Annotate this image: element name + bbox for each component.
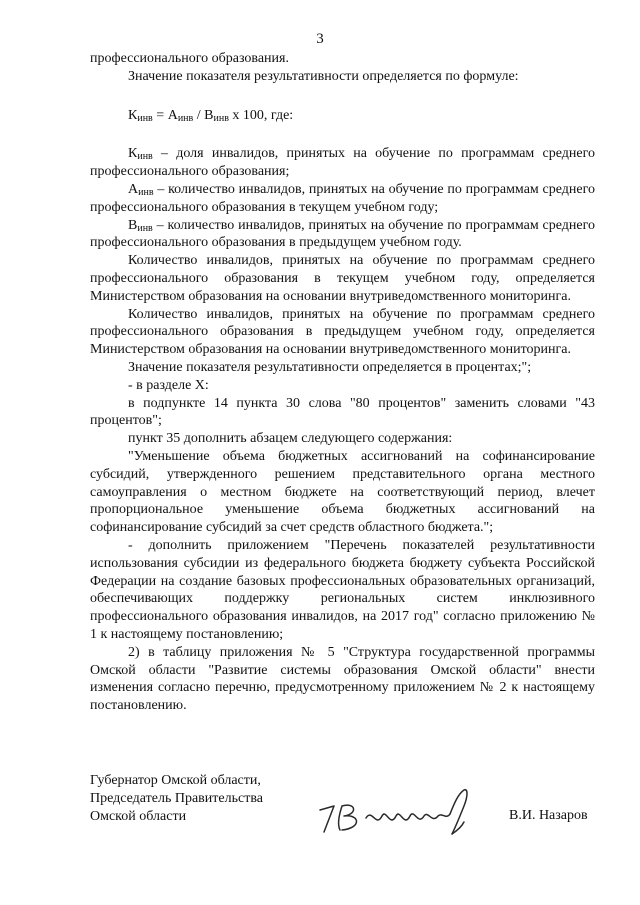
formula-eq: =: [152, 107, 168, 123]
signatory-title-line-1: Губернатор Омской области,: [90, 773, 261, 788]
document-body: [90, 50, 595, 715]
paragraph-subpoint-14: в подпункте 14 пункта 30 слова "80 процентов" заменить словами "43 процентов";: [90, 395, 595, 429]
definition-k: [90, 145, 595, 181]
definition-a: [90, 181, 595, 217]
formula-b: В: [204, 107, 214, 123]
signatory-name: В.И. Назаров: [509, 808, 588, 823]
definition-b-text: – количество инвалидов, принятых на обучение по программам среднего профессионального образования в предыдущем учебном году.: [90, 217, 595, 251]
paragraph-previous-year: Количество инвалидов, принятых на обучение по программам среднего профессионального образования в предыдущем учебном году, определяется Министерством образования на основании внутриведомственного мониторинга.: [90, 306, 595, 358]
formula-tail: x 100, где:: [228, 107, 294, 123]
signatory-title-line-2: Председатель Правительства: [90, 790, 263, 806]
definition-k-text: – доля инвалидов, принятых на обучение по программам среднего профессионального образования;: [90, 146, 595, 180]
paragraph-quote: "Уменьшение объема бюджетных ассигнований на софинансирование субсидий, утвержденного решением представительного органа местного самоуправления о местном бюджете на соответствующий период, влечет пропорциональное уменьшение объема бюджетных ассигнований на софинансирование субсидий за счет средств областного бюджета.";: [90, 448, 595, 536]
formula-k: К: [128, 107, 138, 123]
formula-b-sub: инв: [213, 112, 229, 124]
formula-a-sub: инв: [177, 112, 194, 124]
definition-b: [90, 217, 595, 253]
definition-a-text: – количество инвалидов, принятых на обучение по программам среднего профессионального образования в текущем учебном году;: [90, 181, 595, 215]
definition-a-symbol: А: [128, 181, 139, 197]
paragraph-section-x: - в разделе X:: [128, 377, 209, 393]
definition-b-sub: инв: [137, 222, 153, 234]
formula: [90, 107, 595, 125]
definition-a-sub: инв: [138, 186, 154, 198]
definition-b-symbol: В: [128, 217, 138, 233]
paragraph-percent: Значение показателя результативности определяется в процентах;";: [128, 359, 532, 375]
signatory-title-line-3: Омской области: [90, 808, 187, 824]
formula-div: /: [193, 107, 205, 123]
paragraph-point-35: пункт 35 дополнить абзацем следующего содержания:: [128, 431, 453, 447]
handwritten-signature: [316, 784, 481, 842]
signatory-block: [90, 772, 263, 825]
page-number: 3: [316, 31, 324, 47]
formula-a: А: [167, 107, 178, 123]
paragraph-current-year: Количество инвалидов, принятых на обучение по программам среднего профессионального образования в текущем учебном году, определяется Министерством образования на основании внутриведомственного мониторинга.: [90, 253, 595, 304]
formula-k-sub: инв: [137, 112, 153, 124]
definition-k-sub: инв: [137, 151, 153, 163]
paragraph-formula-intro: Значение показателя результативности определяется по формуле:: [128, 68, 519, 84]
paragraph-continuation: профессионального образования.: [90, 51, 289, 66]
definition-k-symbol: К: [128, 146, 138, 162]
paragraph-annex: - дополнить приложением "Перечень показателей результативности использования субсидии из федерального бюджета бюджету субъекта Российской Федерации на создание базовых профессиональных образовательных организаций, обеспечивающих поддержку региональных систем инклюзивного профессионального образования инвалидов, на 2017 год" согласно приложению № 1 к настоящему постановлению;: [90, 537, 595, 642]
paragraph-table-changes: 2) в таблицу приложения № 5 "Структура государственной программы Омской области "Развитие системы образования Омской области" внести изменения согласно перечню, предусмотренному приложением № 2 к настоящему постановлению.: [90, 644, 595, 714]
